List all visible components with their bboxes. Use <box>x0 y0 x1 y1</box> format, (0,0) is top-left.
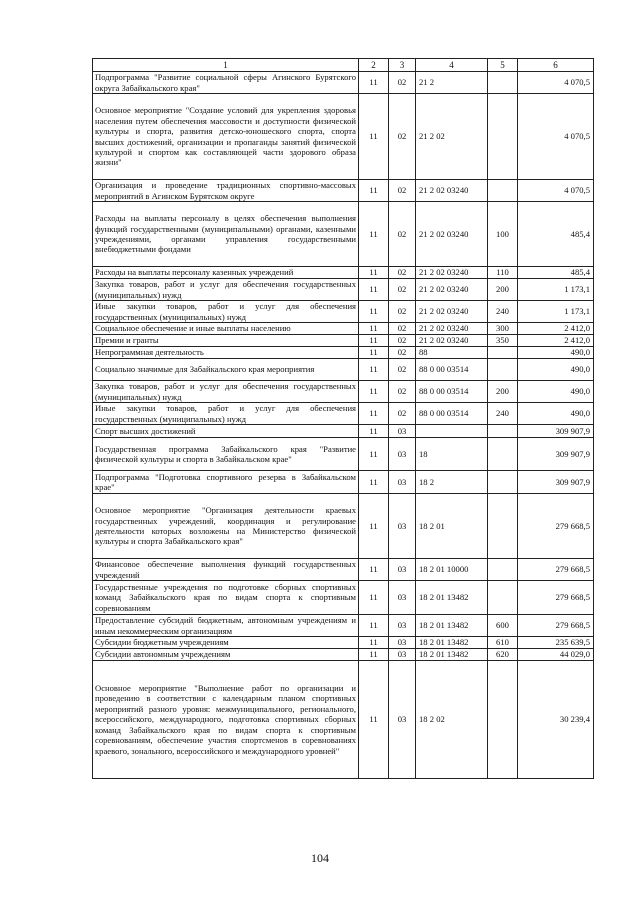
table-row <box>93 471 594 494</box>
row-name: Финансовое обеспечение выполнения функций государственных учреждений <box>93 559 359 581</box>
row-target-article: 18 2 01 10000 <box>416 559 488 581</box>
row-subsection: 02 <box>389 381 416 403</box>
row-section: 11 <box>359 649 389 661</box>
row-amount: 1 173,1 <box>518 301 594 323</box>
table-row <box>93 347 594 359</box>
budget-table <box>92 58 594 779</box>
row-target-article: 21 2 02 03240 <box>416 279 488 301</box>
row-subsection: 02 <box>389 279 416 301</box>
table-row <box>93 615 594 637</box>
row-name: Иные закупки товаров, работ и услуг для обеспечения государственных (муниципальных) нужд <box>93 403 359 425</box>
row-section: 11 <box>359 335 389 347</box>
row-section: 11 <box>359 494 389 559</box>
row-amount: 309 907,9 <box>518 438 594 471</box>
row-amount: 279 668,5 <box>518 581 594 615</box>
row-target-article: 18 <box>416 438 488 471</box>
row-expense-type: 620 <box>488 649 518 661</box>
row-name: Подпрограмма "Подготовка спортивного резерва в Забайкальском крае" <box>93 471 359 494</box>
row-expense-type: 200 <box>488 381 518 403</box>
row-target-article: 21 2 <box>416 72 488 94</box>
row-amount: 44 029,0 <box>518 649 594 661</box>
row-name: Организация и проведение традиционных спортивно-массовых мероприятий в Агинском Бурятском округе <box>93 180 359 202</box>
row-name: Государственная программа Забайкальского края "Развитие физической культуры и спорта в Забайкальском крае" <box>93 438 359 471</box>
row-expense-type: 610 <box>488 637 518 649</box>
table-body <box>93 72 594 779</box>
row-name: Основное мероприятие "Создание условий для укрепления здоровья населения путем обеспечения массовости и доступности физической культуры и спорта, развития детско-юношеского спорта, спорта высших достижений, организации и пропаганды занятий физической культурой и спортом как составляющей части здорового образа жизни" <box>93 94 359 180</box>
column-header-name: 1 <box>93 59 359 72</box>
row-name: Государственные учреждения по подготовке сборных спортивных команд Забайкальского края по видам спорта к спортивным соревнованиям <box>93 581 359 615</box>
row-subsection: 02 <box>389 301 416 323</box>
row-amount: 490,0 <box>518 403 594 425</box>
row-subsection: 03 <box>389 649 416 661</box>
row-target-article: 88 0 00 03514 <box>416 403 488 425</box>
row-amount: 235 639,5 <box>518 637 594 649</box>
column-header-expense-type: 5 <box>488 59 518 72</box>
row-section: 11 <box>359 347 389 359</box>
page-number: 104 <box>311 851 329 865</box>
row-amount: 279 668,5 <box>518 615 594 637</box>
row-section: 11 <box>359 615 389 637</box>
row-target-article: 21 2 02 03240 <box>416 323 488 335</box>
row-expense-type <box>488 359 518 381</box>
row-target-article: 21 2 02 03240 <box>416 202 488 267</box>
row-amount: 279 668,5 <box>518 494 594 559</box>
row-target-article: 21 2 02 03240 <box>416 335 488 347</box>
row-target-article: 21 2 02 03240 <box>416 301 488 323</box>
table-row <box>93 494 594 559</box>
row-amount: 4 070,5 <box>518 72 594 94</box>
row-name: Премии и гранты <box>93 335 359 347</box>
row-target-article: 88 0 00 03514 <box>416 359 488 381</box>
row-name: Субсидии бюджетным учреждениям <box>93 637 359 649</box>
row-amount: 4 070,5 <box>518 180 594 202</box>
row-expense-type <box>488 72 518 94</box>
row-section: 11 <box>359 471 389 494</box>
row-target-article: 21 2 02 <box>416 94 488 180</box>
row-section: 11 <box>359 637 389 649</box>
row-amount: 2 412,0 <box>518 335 594 347</box>
row-amount: 309 907,9 <box>518 471 594 494</box>
row-subsection: 02 <box>389 202 416 267</box>
row-expense-type <box>488 438 518 471</box>
row-amount: 490,0 <box>518 381 594 403</box>
row-section: 11 <box>359 438 389 471</box>
row-section: 11 <box>359 425 389 438</box>
row-section: 11 <box>359 661 389 779</box>
row-expense-type: 350 <box>488 335 518 347</box>
row-section: 11 <box>359 279 389 301</box>
table-row <box>93 301 594 323</box>
row-subsection: 03 <box>389 425 416 438</box>
table-row <box>93 72 594 94</box>
row-amount: 30 239,4 <box>518 661 594 779</box>
row-target-article: 18 2 <box>416 471 488 494</box>
row-expense-type: 300 <box>488 323 518 335</box>
row-expense-type <box>488 494 518 559</box>
row-section: 11 <box>359 559 389 581</box>
row-expense-type: 600 <box>488 615 518 637</box>
row-target-article: 18 2 01 13482 <box>416 581 488 615</box>
row-amount: 490,0 <box>518 347 594 359</box>
table-row <box>93 279 594 301</box>
column-header-amount: 6 <box>518 59 594 72</box>
row-target-article: 18 2 01 <box>416 494 488 559</box>
row-section: 11 <box>359 403 389 425</box>
row-name: Закупка товаров, работ и услуг для обеспечения государственных (муниципальных) нужд <box>93 279 359 301</box>
row-amount: 4 070,5 <box>518 94 594 180</box>
row-name: Социальное обеспечение и иные выплаты населению <box>93 323 359 335</box>
row-section: 11 <box>359 267 389 279</box>
table-row <box>93 180 594 202</box>
row-subsection: 02 <box>389 94 416 180</box>
row-subsection: 03 <box>389 559 416 581</box>
table-row <box>93 581 594 615</box>
row-target-article: 18 2 01 13482 <box>416 637 488 649</box>
row-subsection: 03 <box>389 494 416 559</box>
row-name: Закупка товаров, работ и услуг для обеспечения государственных (муниципальных) нужд <box>93 381 359 403</box>
row-target-article: 88 0 00 03514 <box>416 381 488 403</box>
table-row <box>93 425 594 438</box>
row-subsection: 02 <box>389 403 416 425</box>
table-row <box>93 359 594 381</box>
row-target-article: 21 2 02 03240 <box>416 180 488 202</box>
row-expense-type: 110 <box>488 267 518 279</box>
row-subsection: 03 <box>389 637 416 649</box>
row-name: Основное мероприятие "Выполнение работ по организации и проведению в соответствии с календарным планом спортивных мероприятий разного уровня: межмуниципального, регионального, всероссийского, международного, подготовка спортивных сборных команд Забайкальского края по видам спорта к спортивным соревнованиям, обеспечение участия спортсменов в соревнованиях краевого, зонального, всероссийского и международного уровней" <box>93 661 359 779</box>
column-header-section: 2 <box>359 59 389 72</box>
row-subsection: 03 <box>389 471 416 494</box>
row-subsection: 02 <box>389 323 416 335</box>
row-expense-type: 240 <box>488 403 518 425</box>
row-expense-type <box>488 559 518 581</box>
row-subsection: 03 <box>389 615 416 637</box>
row-section: 11 <box>359 301 389 323</box>
row-expense-type <box>488 425 518 438</box>
row-name: Подпрограмма "Развитие социальной сферы Агинского Бурятского округа Забайкальского края" <box>93 72 359 94</box>
row-section: 11 <box>359 381 389 403</box>
row-section: 11 <box>359 72 389 94</box>
row-name: Субсидии автономным учреждениям <box>93 649 359 661</box>
table-row <box>93 267 594 279</box>
row-amount: 309 907,9 <box>518 425 594 438</box>
row-subsection: 03 <box>389 581 416 615</box>
row-name: Предоставление субсидий бюджетным, автономным учреждениям и иным некоммерческим организациям <box>93 615 359 637</box>
table-row <box>93 661 594 779</box>
row-section: 11 <box>359 581 389 615</box>
row-expense-type: 240 <box>488 301 518 323</box>
row-name: Иные закупки товаров, работ и услуг для обеспечения государственных (муниципальных) нужд <box>93 301 359 323</box>
row-target-article <box>416 425 488 438</box>
row-section: 11 <box>359 323 389 335</box>
row-expense-type <box>488 661 518 779</box>
row-target-article: 18 2 01 13482 <box>416 615 488 637</box>
row-expense-type: 100 <box>488 202 518 267</box>
row-expense-type: 200 <box>488 279 518 301</box>
row-name: Расходы на выплаты персоналу казенных учреждений <box>93 267 359 279</box>
row-expense-type <box>488 94 518 180</box>
row-subsection: 02 <box>389 359 416 381</box>
row-target-article: 21 2 02 03240 <box>416 267 488 279</box>
row-amount: 2 412,0 <box>518 323 594 335</box>
row-name: Основное мероприятие "Организация деятельности краевых государственных учреждений, координация и регулирование деятельности которых возложены на Министерство физической культуры и спорта Забайкальского края" <box>93 494 359 559</box>
table-row <box>93 381 594 403</box>
row-subsection: 02 <box>389 347 416 359</box>
row-section: 11 <box>359 202 389 267</box>
table-row <box>93 637 594 649</box>
table-header-row <box>93 59 594 72</box>
column-header-target-article: 4 <box>416 59 488 72</box>
row-section: 11 <box>359 94 389 180</box>
row-target-article: 18 2 01 13482 <box>416 649 488 661</box>
row-subsection: 03 <box>389 438 416 471</box>
row-section: 11 <box>359 359 389 381</box>
row-name: Спорт высших достижений <box>93 425 359 438</box>
table-row <box>93 649 594 661</box>
row-expense-type <box>488 471 518 494</box>
row-subsection: 02 <box>389 267 416 279</box>
row-target-article: 88 <box>416 347 488 359</box>
table-row <box>93 202 594 267</box>
row-amount: 1 173,1 <box>518 279 594 301</box>
row-subsection: 02 <box>389 72 416 94</box>
row-name: Социально значимые для Забайкальского края мероприятия <box>93 359 359 381</box>
row-expense-type <box>488 180 518 202</box>
table-row <box>93 403 594 425</box>
row-amount: 279 668,5 <box>518 559 594 581</box>
table-row <box>93 438 594 471</box>
row-subsection: 02 <box>389 335 416 347</box>
column-header-subsection: 3 <box>389 59 416 72</box>
row-amount: 485,4 <box>518 202 594 267</box>
row-name: Непрограммная деятельность <box>93 347 359 359</box>
table-row <box>93 335 594 347</box>
row-subsection: 02 <box>389 180 416 202</box>
row-expense-type <box>488 347 518 359</box>
row-amount: 485,4 <box>518 267 594 279</box>
table-row <box>93 559 594 581</box>
table-row <box>93 323 594 335</box>
row-name: Расходы на выплаты персоналу в целях обеспечения выполнения функций государственными (муниципальными) органами, казенными учреждениями, органами управления государственными внебюджетными фондами <box>93 202 359 267</box>
table-row <box>93 94 594 180</box>
row-expense-type <box>488 581 518 615</box>
row-subsection: 03 <box>389 661 416 779</box>
row-amount: 490,0 <box>518 359 594 381</box>
row-section: 11 <box>359 180 389 202</box>
row-target-article: 18 2 02 <box>416 661 488 779</box>
